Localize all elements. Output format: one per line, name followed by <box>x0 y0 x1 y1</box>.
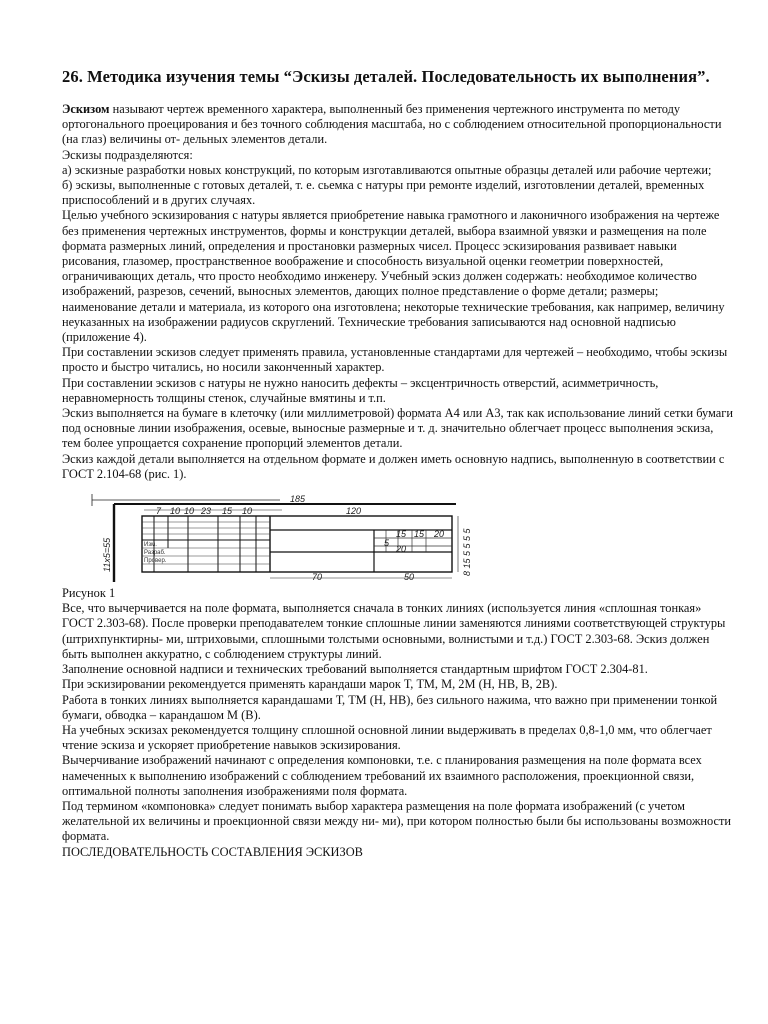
dim-10a: 10 <box>170 506 181 517</box>
paragraph-composition: Под термином «компоновка» следует понимать выбор характера размещения на поле формата изображений (с учетом желательной их величины и проекционной связи между ни- ми), при котором полностью были бы использованы возможности формата. <box>62 798 732 844</box>
paragraph-font: Заполнение основной надписи и технических требований выполняется стандартным шрифтом ГОСТ 2.304-81. <box>62 662 648 677</box>
section-heading-sequence: ПОСЛЕДОВАТЕЛЬНОСТЬ СОСТАВЛЕНИЯ ЭСКИЗОВ <box>62 844 363 859</box>
paragraph-paper: Эскиз выполняется на бумаге в клеточку (или миллиметровой) формата А4 или А3, так как использование линий сетки бумаги под основные линии изображения, осевые, выносные размерные и т. д. значительно облегчает процесс выполнения эскиза, тем более упрощается сохранение пропорций элементов детали. <box>62 406 734 451</box>
dim-50: 50 <box>404 572 415 583</box>
dim-10c: 10 <box>242 506 253 517</box>
paragraph-definition <box>62 102 734 148</box>
dim-70: 70 <box>312 572 323 583</box>
dim-20b: 20 <box>396 544 407 555</box>
paragraph-layout: Вычерчивание изображений начинают с определения компоновки, т.е. с планирования размещения на поле формата всех намеченных к выполнению изображений с соблюдением требований их взаимного расположения, проекционной связи, оптимальной полноты заполнения изображениями поля формата. <box>62 753 702 798</box>
dim-5: 5 <box>384 538 390 549</box>
paragraph-pencil-use: Работа в тонких линиях выполняется карандашами Т, ТМ (Н, НВ), без сильного нажима, что важно при применении тонкой бумаги, обводка – карандашом М (В). <box>62 692 718 722</box>
dim-15c: 15 <box>414 529 425 540</box>
dim-23: 23 <box>201 506 212 517</box>
cell-prov: Провер. <box>144 558 167 565</box>
paragraph-pencils: При эскизировании рекомендуется применять карандаши марок Т, ТМ, М, 2М (Н, НВ, В, 2В). <box>62 677 558 692</box>
cell-izm: Изм. <box>144 542 157 549</box>
dim-15b: 15 <box>396 529 407 540</box>
figure-caption: Рисунок 1 <box>62 586 116 601</box>
dim-10b: 10 <box>184 506 195 517</box>
dim-15a: 15 <box>222 506 233 517</box>
paragraph-type-a: а) эскизные разработки новых конструкций, по которым изготавливаются опытные образцы деталей или рабочие чертежи; <box>62 162 712 177</box>
side-right-dims: 8 15 5 5 5 5 <box>462 528 472 577</box>
paragraph-rules: При составлении эскизов следует применять правила, установленные стандартами для чертежей – необходимо, чтобы эскизы просто и быстро читались, но носили законченный характер. <box>62 345 728 375</box>
side-left-dim: 11х5=55 <box>102 537 112 573</box>
paragraph-types-intro: Эскизы подразделяются: <box>62 147 193 162</box>
dim-185: 185 <box>290 494 306 505</box>
document-page <box>62 66 734 860</box>
dim-7: 7 <box>156 506 162 517</box>
title-block-figure <box>84 490 476 582</box>
title-block-drawing <box>84 490 476 582</box>
dim-20a: 20 <box>434 529 445 540</box>
page-title: 26. Методика изучения темы “Эскизы деталей. Последовательность их выполнения”. <box>62 67 710 86</box>
paragraph-thin-lines: Все, что вычерчивается на поле формата, выполняется сначала в тонких линиях (используется линия «сплошная тонкая» ГОСТ 2.303-68). После проверки преподавателем тонкие сплошные линии заменяются линиями соответствующей структуры (штрихпунктирны- ми, штриховыми, сплошными толстыми основными, волнистыми и т.д.) ГОСТ 2.303-68. Эскиз должен быть выполнен аккуратно, с соблюдением структуры линий. <box>62 601 726 661</box>
paragraph-title-block: Эскиз каждой детали выполняется на отдельном формате и должен иметь основную надпись, выполненную в соответствии с ГОСТ 2.104-68 (рис. 1). <box>62 451 725 481</box>
paragraph-defects: При составлении эскизов с натуры не нужно наносить дефекты – эксцентричность отверстий, асимметричность, неравномерность толщины стенок, случайные вмятины и т.п. <box>62 375 659 405</box>
dim-120: 120 <box>346 506 362 517</box>
paragraph-goal: Целью учебного эскизирования с натуры является приобретение навыка грамотного и лаконичного изображения на чертеже без применения чертежных инструментов, формы и конструкции деталей, выбора взаимной увязки и размещения на поле формата размерных линий, определения и простановки размерных чисел. Процесс эскизирования развивает навыки рисования, глазомер, пространственное воображение и способность визуальной оценки геометрии поверхностей, ограничивающих деталь, что просто необходимо инженеру. Учебный эскиз должен содержать: необходимое количество изображений, разрезов, сечений, выносных элементов, дающих полное представление о форме детали; размеры; наименование детали и материала, из которого она изготовлена; некоторые технические требования, как например, величину неуказанных на изображении радиусов скруглений. Технические требования записываются над основной надписью (приложение 4). <box>62 208 725 345</box>
paragraph-line-thickness: На учебных эскизах рекомендуется толщину сплошной основной линии выдерживать в пределах 0,8-1,0 мм, что облегчает чтение эскиза и ускоряет приобретение навыков эскизирования. <box>62 722 712 753</box>
definition-text: называют чертеж временного характера, выполненный без применения чертежного инструмента по методу ортогонального проецирования и без точного соблюдения масштаба, но с соблюдением относительной пропорциональности (на глаз) величины от- дельных элементов детали. <box>62 102 722 147</box>
term-eskiz: Эскизом <box>62 102 110 116</box>
cell-razrab: Разраб. <box>144 550 166 557</box>
paragraph-type-b: б) эскизы, выполненные с готовых деталей, т. е. сьемка с натуры при ремонте изделий, изготовлении деталей, временных приспособлений и в других случаях. <box>62 178 705 208</box>
